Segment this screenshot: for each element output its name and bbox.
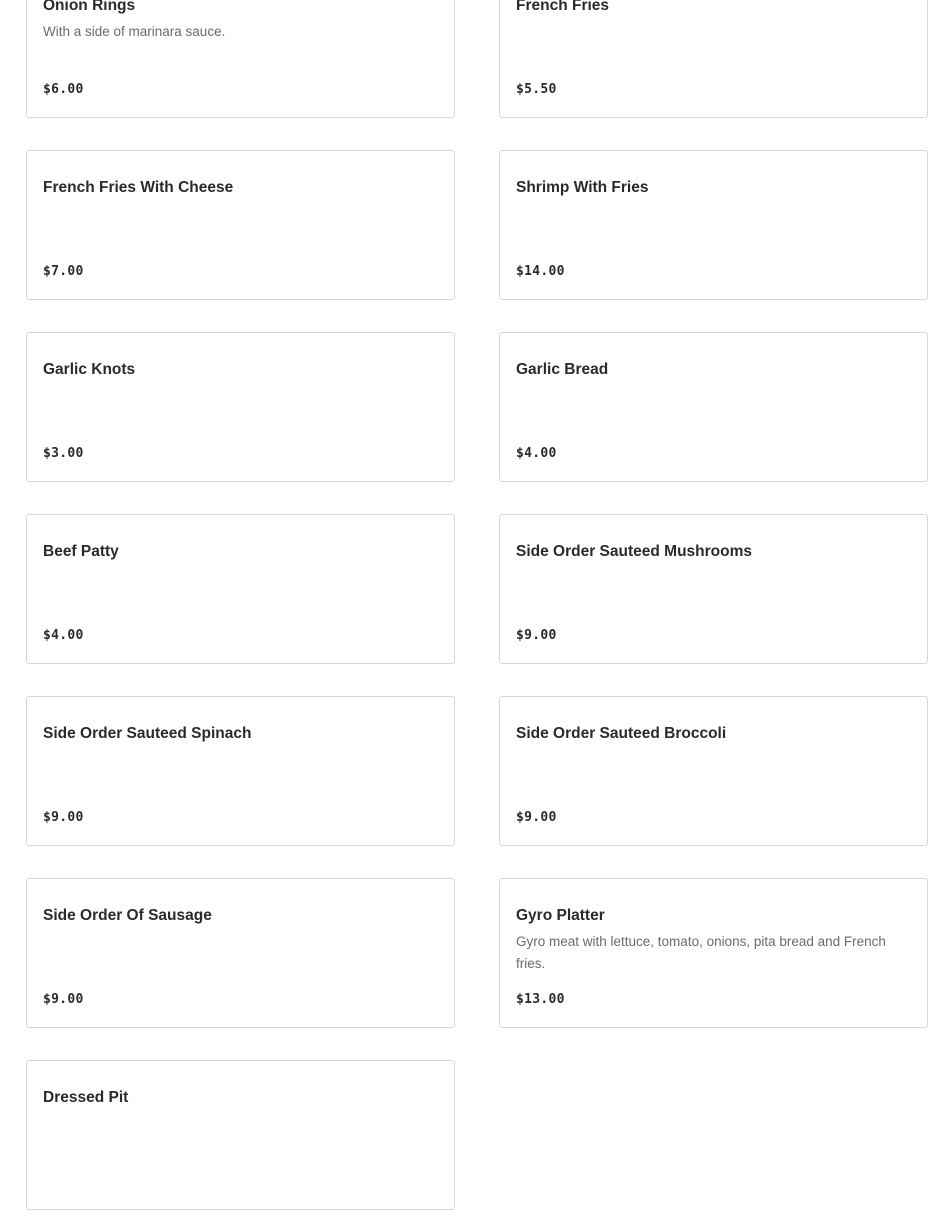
menu-item-name: Side Order Sauteed Mushrooms [516, 543, 752, 560]
menu-item-name: French Fries With Cheese [43, 179, 234, 196]
menu-item-name: Beef Patty [43, 543, 119, 560]
menu-item-name: French Fries [516, 0, 610, 14]
menu-item-grid [26, 0, 928, 1210]
menu-item-card[interactable] [499, 696, 928, 846]
menu-item-price: $7.00 [43, 264, 84, 279]
menu-item-price: $4.00 [43, 628, 84, 643]
menu-item-price: $13.00 [516, 992, 565, 1007]
menu-item-card[interactable] [26, 878, 455, 1028]
menu-item-price: $9.00 [516, 628, 557, 643]
menu-item-price: $6.00 [43, 82, 84, 97]
menu-item-card[interactable] [499, 878, 928, 1028]
menu-item-description: With a side of marinara sauce. [43, 24, 226, 39]
menu-item-card[interactable] [26, 332, 455, 482]
menu-item-name: Side Order Sauteed Spinach [43, 725, 252, 742]
menu-item-card[interactable] [499, 0, 928, 118]
menu-item-price: $9.00 [516, 810, 557, 825]
menu-item-card[interactable] [26, 696, 455, 846]
menu-item-price: $4.00 [516, 446, 557, 461]
menu-item-name: Onion Rings [43, 0, 136, 14]
menu-item-price: $9.00 [43, 810, 84, 825]
menu-item-name: Garlic Knots [43, 361, 136, 378]
menu-item-description: Gyro meat with lettuce, tomato, onions, pita bread and French fries. [516, 934, 886, 971]
menu-item-card[interactable] [26, 0, 455, 118]
menu-item-card[interactable] [26, 514, 455, 664]
menu-item-price: $3.00 [43, 446, 84, 461]
menu-item-card[interactable] [26, 150, 455, 300]
menu-item-price: $9.00 [43, 992, 84, 1007]
menu-item-card[interactable] [26, 1060, 455, 1210]
menu-item-card[interactable] [499, 150, 928, 300]
menu-item-card[interactable] [499, 514, 928, 664]
menu-item-name: Gyro Platter [516, 907, 605, 924]
menu-item-name: Dressed Pit [43, 1089, 129, 1106]
menu-item-name: Shrimp With Fries [516, 179, 649, 196]
menu-item-name: Side Order Sauteed Broccoli [516, 725, 727, 742]
menu-item-name: Garlic Bread [516, 361, 609, 378]
menu-item-price: $14.00 [516, 264, 565, 279]
menu-item-name: Side Order Of Sausage [43, 907, 212, 924]
menu-item-price: $5.50 [516, 82, 557, 97]
menu-item-card[interactable] [499, 332, 928, 482]
